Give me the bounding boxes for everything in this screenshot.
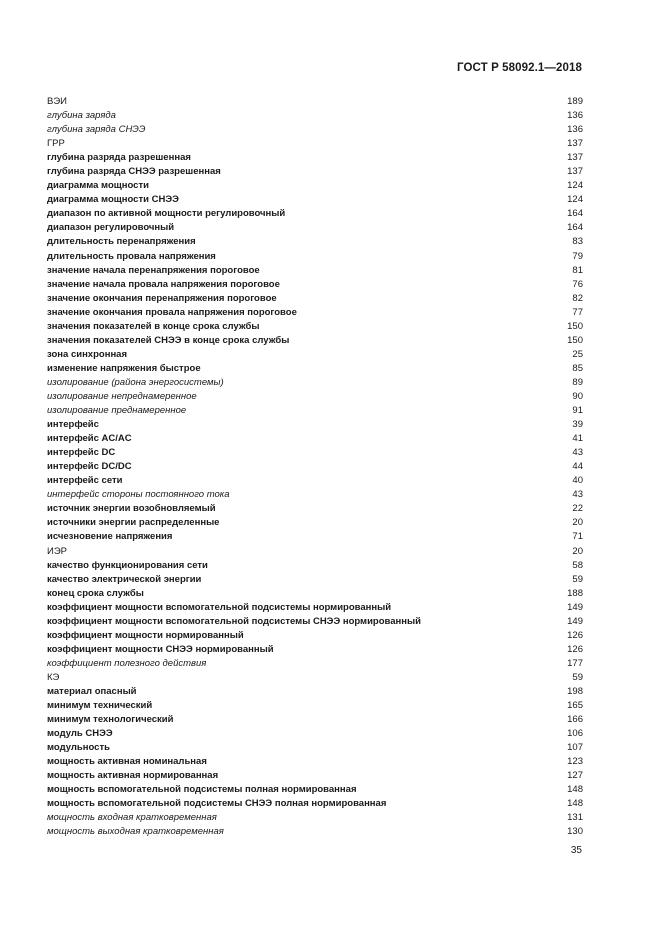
index-entry — [47, 545, 583, 559]
index-term: значения показателей СНЭЭ в конце срока службы — [47, 334, 290, 346]
index-entry — [47, 235, 583, 249]
index-term: значения показателей в конце срока службы — [47, 320, 260, 332]
index-entry — [47, 278, 583, 292]
index-entry — [47, 769, 583, 783]
index-page-number: 106 — [567, 728, 583, 740]
index-term: глубина заряда СНЭЭ — [47, 124, 146, 136]
index-term: диапазон регулировочный — [47, 222, 175, 234]
index-term: изолирование преднамеренное — [47, 405, 187, 417]
index-entry — [47, 376, 583, 390]
index-entry — [47, 137, 583, 151]
index-page-number: 77 — [572, 306, 583, 318]
index-term: интерфейс стороны постоянного тока — [47, 489, 230, 501]
index-entry — [47, 292, 583, 306]
index-page-number: 59 — [572, 573, 583, 585]
index-entry — [47, 193, 583, 207]
index-entry — [47, 362, 583, 376]
index-term: интерфейс DC/DC — [47, 461, 132, 473]
index-page-number: 81 — [572, 264, 583, 276]
index-term: исчезновение напряжения — [47, 531, 173, 543]
index-term: интерфейс сети — [47, 475, 123, 487]
index-entry — [47, 488, 583, 502]
index-page-number: 124 — [567, 180, 583, 192]
index-entry — [47, 783, 583, 797]
index-entry — [47, 95, 583, 109]
page-number: 35 — [570, 845, 582, 856]
index-term: мощность активная нормированная — [47, 770, 219, 782]
index-term: значение окончания перенапряжения пороговое — [47, 292, 277, 304]
index-entry — [47, 797, 583, 811]
index-term: диаграмма мощности СНЭЭ — [47, 194, 179, 206]
index-term: ВЭИ — [47, 96, 67, 107]
index-entry — [47, 474, 583, 488]
index-term: коэффициент мощности нормированный — [47, 629, 244, 641]
index-entry — [47, 615, 583, 629]
index-page-number: 83 — [572, 236, 583, 248]
index-page-number: 79 — [572, 250, 583, 262]
index-entry — [47, 109, 583, 123]
index-entry — [47, 151, 583, 165]
index-entry — [47, 657, 583, 671]
index-term: изменение напряжения быстрое — [47, 362, 201, 374]
index-entry — [47, 179, 583, 193]
document-code: ГОСТ Р 58092.1—2018 — [457, 62, 582, 74]
index-entry — [47, 811, 583, 825]
index-term: мощность вспомогательной подсистемы полная нормированная — [47, 784, 357, 796]
index-page-number: 20 — [572, 545, 583, 557]
index-entry — [47, 390, 583, 404]
index-term: коэффициент мощности СНЭЭ нормированный — [47, 643, 274, 655]
index-page-number: 148 — [567, 784, 583, 796]
index-term: КЭ — [47, 671, 60, 683]
index-term: ИЭР — [47, 545, 67, 557]
index-page-number: 150 — [567, 320, 583, 332]
index-page-number: 137 — [567, 138, 583, 150]
index-entry — [47, 432, 583, 446]
index-term: диаграмма мощности — [47, 180, 149, 192]
index-page-number: 40 — [572, 475, 583, 487]
index-entry — [47, 530, 583, 544]
index-term: конец срока службы — [47, 587, 144, 599]
index-entry — [47, 221, 583, 235]
index-entry — [47, 755, 583, 769]
index-term: мощность выходная кратковременная — [47, 826, 224, 838]
index-entry — [47, 446, 583, 460]
index-page-number: 126 — [567, 629, 583, 641]
index-entry — [47, 516, 583, 530]
index-term: коэффициент полезного действия — [47, 657, 207, 669]
index-page-number: 126 — [567, 643, 583, 655]
index-entry — [47, 123, 583, 137]
index-entry — [47, 741, 583, 755]
index-term: коэффициент мощности вспомогательной подсистемы СНЭЭ нормированный — [47, 615, 421, 627]
index-term: качество функционирования сети — [47, 559, 208, 571]
index-page-number: 149 — [567, 601, 583, 613]
index-entry — [47, 320, 583, 334]
index-entry — [47, 559, 583, 573]
index-entry — [47, 250, 583, 264]
index-entry — [47, 685, 583, 699]
index-entry — [47, 334, 583, 348]
index-term: значение начала перенапряжения пороговое — [47, 264, 260, 276]
index-term: длительность провала напряжения — [47, 250, 216, 262]
index-term: зона синхронная — [47, 348, 128, 360]
index-entry — [47, 727, 583, 741]
index-page-number: 137 — [567, 152, 583, 164]
index-entry — [47, 601, 583, 615]
index-entry — [47, 207, 583, 221]
term-index-list — [47, 95, 583, 839]
index-term: длительность перенапряжения — [47, 236, 196, 248]
index-page-number: 166 — [567, 714, 583, 726]
index-page-number: 91 — [572, 405, 583, 417]
index-term: ГРР — [47, 138, 65, 150]
index-entry — [47, 699, 583, 713]
index-entry — [47, 460, 583, 474]
index-term: коэффициент мощности вспомогательной подсистемы нормированный — [47, 601, 392, 613]
index-term: источник энергии возобновляемый — [47, 503, 216, 515]
index-page-number: 82 — [572, 292, 583, 304]
index-term: изолирование непреднамеренное — [47, 390, 197, 402]
index-page-number: 124 — [567, 194, 583, 206]
index-entry — [47, 306, 583, 320]
index-entry — [47, 348, 583, 362]
index-page-number: 39 — [572, 419, 583, 431]
index-entry — [47, 165, 583, 179]
index-term: значение начала провала напряжения пороговое — [47, 278, 280, 290]
index-page-number: 164 — [567, 208, 583, 220]
index-entry — [47, 502, 583, 516]
index-entry — [47, 418, 583, 432]
index-page-number: 90 — [572, 390, 583, 402]
index-page-number: 43 — [572, 489, 583, 501]
index-page-number: 71 — [572, 531, 583, 543]
index-page-number: 148 — [567, 798, 583, 810]
index-page-number: 149 — [567, 615, 583, 627]
index-page-number: 127 — [567, 770, 583, 782]
index-term: минимум технологический — [47, 714, 174, 726]
index-term: значение окончания провала напряжения пороговое — [47, 306, 297, 318]
index-term: качество электрической энергии — [47, 573, 202, 585]
index-entry — [47, 713, 583, 727]
index-page-number: 189 — [567, 96, 583, 107]
index-term: диапазон по активной мощности регулировочный — [47, 208, 286, 220]
index-page-number: 58 — [572, 559, 583, 571]
index-page-number: 198 — [567, 685, 583, 697]
index-page-number: 22 — [572, 503, 583, 515]
index-page-number: 123 — [567, 756, 583, 768]
index-page-number: 44 — [572, 461, 583, 473]
index-term: материал опасный — [47, 685, 137, 697]
index-term: глубина разряда СНЭЭ разрешенная — [47, 166, 221, 178]
index-term: интерфейс AC/AC — [47, 433, 132, 445]
index-term: интерфейс DC — [47, 447, 116, 459]
index-page-number: 164 — [567, 222, 583, 234]
index-page-number: 107 — [567, 742, 583, 754]
index-entry — [47, 629, 583, 643]
index-page-number: 85 — [572, 362, 583, 374]
index-term: глубина разряда разрешенная — [47, 152, 191, 164]
index-page-number: 130 — [567, 826, 583, 838]
index-page-number: 41 — [572, 433, 583, 445]
index-page-number: 150 — [567, 334, 583, 346]
index-entry — [47, 264, 583, 278]
index-page-number: 89 — [572, 376, 583, 388]
index-term: мощность активная номинальная — [47, 756, 207, 768]
index-page-number: 25 — [572, 348, 583, 360]
index-term: изолирование (района энергосистемы) — [47, 376, 224, 388]
index-term: минимум технический — [47, 700, 153, 712]
index-page-number: 136 — [567, 110, 583, 122]
index-entry — [47, 587, 583, 601]
index-entry — [47, 404, 583, 418]
index-page-number: 131 — [567, 812, 583, 824]
index-term: глубина заряда — [47, 110, 116, 122]
index-term: источники энергии распределенные — [47, 517, 220, 529]
index-entry — [47, 643, 583, 657]
index-entry — [47, 825, 583, 839]
index-term: мощность вспомогательной подсистемы СНЭЭ полная нормированная — [47, 798, 387, 810]
index-entry — [47, 573, 583, 587]
index-entry — [47, 671, 583, 685]
index-page-number: 137 — [567, 166, 583, 178]
index-page-number: 188 — [567, 587, 583, 599]
index-term: мощность входная кратковременная — [47, 812, 217, 824]
index-term: модуль СНЭЭ — [47, 728, 113, 740]
index-page-number: 43 — [572, 447, 583, 459]
index-page-number: 76 — [572, 278, 583, 290]
index-page-number: 20 — [572, 517, 583, 529]
index-page-number: 165 — [567, 700, 583, 712]
index-page-number: 177 — [567, 657, 583, 669]
index-page-number: 59 — [572, 671, 583, 683]
index-page-number: 136 — [567, 124, 583, 136]
index-term: модульность — [47, 742, 110, 754]
index-term: интерфейс — [47, 419, 99, 431]
